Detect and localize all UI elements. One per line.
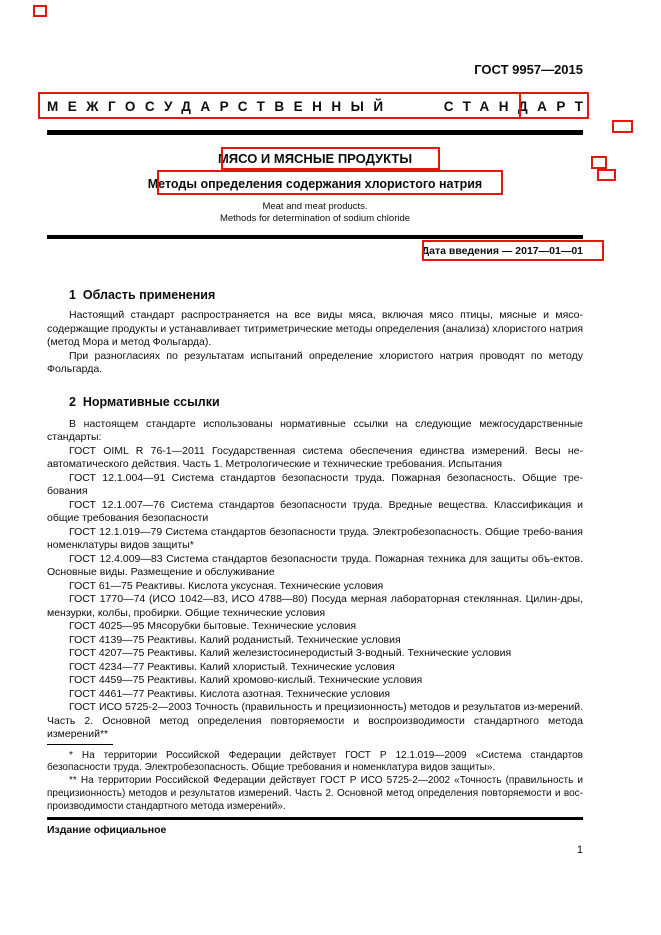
edition-note: Издание официальное [47, 824, 167, 837]
reference-item: ГОСТ 61—75 Реактивы. Кислота уксусная. Технические условия [69, 579, 384, 592]
reference-item: ГОСТ 4234—77 Реактивы. Калий хлористый. Технические условия [69, 660, 395, 673]
doc-title-en-line1: Meat and meat products. [262, 200, 368, 212]
annotation-box-subtitle-ru [157, 170, 503, 195]
section-1-paragraph: При разногласиях по результатам испытаний определение хлористого натрия проводят по методу Фольгарда. [47, 349, 583, 375]
footnote: * На территории Российской Федерации действует ГОСТ Р 12.1.019—2009 «Система стандартов безопасности труда. Электробезопасность. Общие требования и номенклатура видов защиты». [47, 749, 583, 774]
reference-item: ГОСТ 4461—77 Реактивы. Кислота азотная. Технические условия [69, 687, 391, 700]
standard-type-word-1: МЕЖГОСУДАРСТВЕННЫЙ [47, 99, 393, 114]
section-2-intro: В настоящем стандарте использованы нормативные ссылки на следующие межгосударственные стандарты: [47, 417, 583, 443]
doc-title-en-line2: Methods for determination of sodium chloride [219, 213, 411, 224]
reference-item: ГОСТ 12.4.009—83 Система стандартов безопасности труда. Пожарная техника для защиты объ-ектов. Основные виды. Размещение и обслуживание [47, 552, 583, 578]
annotation-box-title-ru [221, 147, 440, 170]
annotation-box-standard-type-word1 [38, 92, 521, 119]
reference-item: ГОСТ ИСО 5725-2—2003 Точность (правильность и прецизионность) методов и результатов из-мерений. Часть 2. Основной метод определения повторяемости и воспроизводимости стандартного метода измерений** [47, 701, 583, 740]
standard-type-word-2: СТАНДАРТ [443, 99, 593, 114]
reference-item: ГОСТ 12.1.019—79 Система стандартов безопасности труда. Электробезопасность. Общие требо-вания номенклатуры видов защиты* [47, 525, 583, 551]
annotation-box-rule-end [612, 120, 633, 133]
reference-item: ГОСТ 4207—75 Реактивы. Калий железистосинеродистый 3-водный. Технические условия [69, 647, 512, 659]
reference-item: ГОСТ 4139—75 Реактивы. Калий роданистый. Технические условия [69, 633, 401, 646]
reference-item: ГОСТ 12.1.007—76 Система стандартов безопасности труда. Вредные вещества. Классификация и общие требования безопасности [47, 498, 583, 524]
reference-item: ГОСТ 1770—74 (ИСО 1042—83, ИСО 4788—80) Посуда мерная лабораторная стеклянная. Цилин-дры, мензурки, колбы, пробирки. Общие технические условия [47, 593, 583, 619]
section-1-heading: 1 Область применения [69, 287, 216, 302]
annotation-box-margin-2 [597, 169, 616, 181]
doc-number: ГОСТ 9957—2015 [474, 62, 583, 77]
annotation-box-effective-date [422, 240, 604, 261]
page-number: 1 [576, 844, 583, 857]
effective-date: Дата введения — 2017—01—01 [421, 244, 583, 257]
annotation-box-corner [33, 5, 47, 17]
divider-rule-top [47, 130, 583, 135]
divider-rule-bottom [47, 817, 583, 821]
annotation-box-standard-type-word2 [519, 92, 589, 119]
section-2-heading: 2 Нормативные ссылки [69, 395, 220, 409]
doc-title-ru: МЯСО И МЯСНЫЕ ПРОДУКТЫ [217, 150, 413, 166]
reference-item: ГОСТ 12.1.004—91 Система стандартов безопасности труда. Пожарная безопасность. Общие тре-бования [47, 471, 583, 497]
doc-subtitle-ru: Методы определения содержания хлористого натрия [147, 176, 483, 191]
section-1-paragraph: Настоящий стандарт распространяется на все виды мяса, включая мясо птицы, мясные и мясо-содержащие продукты и устанавливает титриметрические методы определения (анализа) хлористого натрия (метод Мора и метод Фольгарда). [47, 309, 584, 348]
annotation-box-margin-1 [591, 156, 607, 169]
footnote: ** На территории Российской Федерации действует ГОСТ Р ИСО 5725-2—2002 «Точность (правильность и прецизионность) методов и результатов измерений. Часть 2. Основной метод определения повторяемости и вос-производимости стандартного метода измерений». [47, 775, 583, 813]
reference-item: ГОСТ OIML R 76-1—2011 Государственная система обеспечения единства измерений. Весы не-автоматического действия. Часть 1. Метрологические и технические требования. Испытания [47, 444, 583, 470]
footnote-rule [47, 744, 113, 745]
reference-item: ГОСТ 4025—95 Мясорубки бытовые. Технические условия [69, 620, 357, 632]
divider-rule-title [47, 235, 583, 239]
page-content [47, 0, 593, 857]
doc-title-en [47, 201, 583, 226]
reference-item: ГОСТ 4459—75 Реактивы. Калий хромово-кислый. Технические условия [69, 674, 423, 686]
